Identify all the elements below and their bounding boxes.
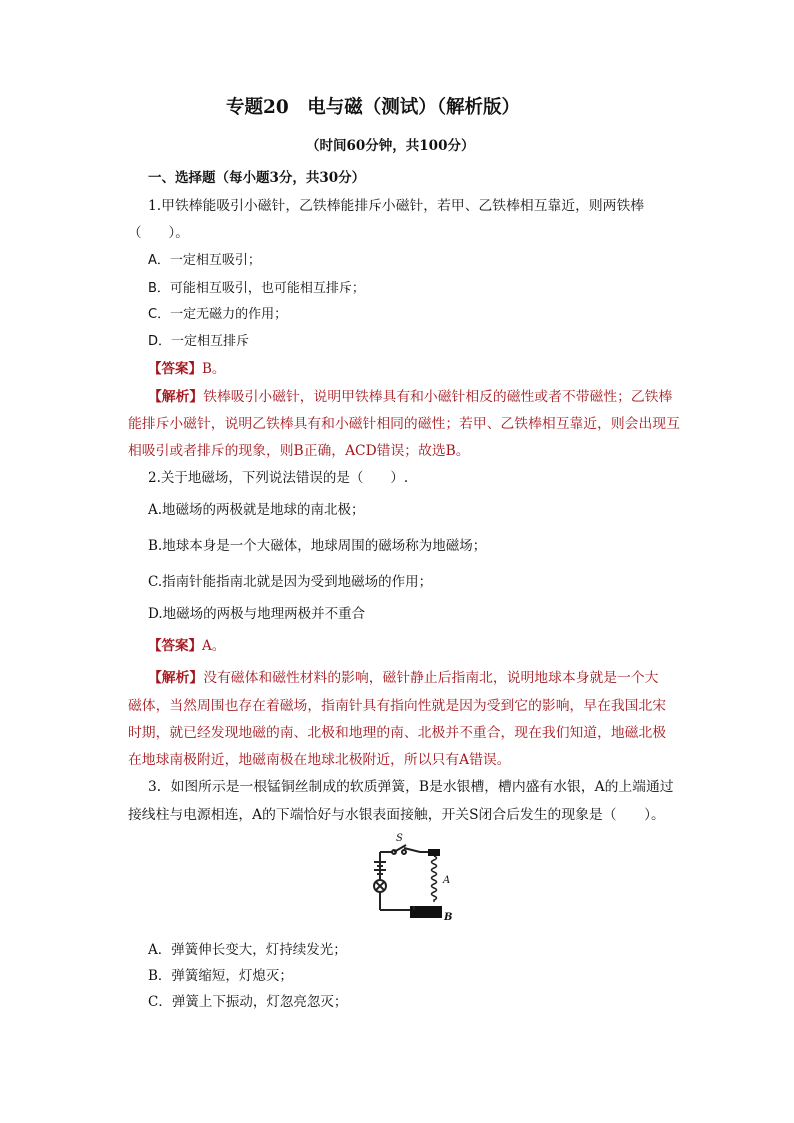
page-title: 专题20 电与磁（测试）（解析版）: [226, 97, 520, 118]
q2-option-c: C.指南针能指南北就是因为受到地磁场的作用；: [148, 574, 433, 590]
q3-option-b: B．弹簧缩短，灯熄灭；: [148, 968, 293, 984]
spring-label: A: [443, 875, 451, 886]
q1-option-d: D．一定相互排斥: [148, 334, 250, 349]
answer-value: B。: [202, 361, 226, 377]
q1-analysis-line3: 相吸引或者排斥的现象，则B正确，ACD错误；故选B。: [128, 443, 470, 459]
q3-option-a: A．弹簧伸长变大，灯持续发光；: [148, 942, 347, 958]
q2-analysis-line1: [148, 668, 658, 688]
q2-option-b: B.地球本身是一个大磁体，地球周围的磁场称为地磁场；: [148, 538, 487, 554]
analysis-text: 铁棒吸引小磁针，说明甲铁棒具有和小磁针相反的磁性或者不带磁性；乙铁棒: [203, 389, 673, 405]
q1-analysis-line2: 能排斥小磁针，说明乙铁棒具有和小磁针相同的磁性；若甲、乙铁棒相互靠近，则会出现互: [128, 416, 680, 432]
q1-option-b: B．可能相互吸引，也可能相互排斥；: [148, 281, 365, 296]
q2-answer: [148, 636, 225, 656]
analysis-tag: 【解析】: [148, 670, 204, 686]
q2-option-d: D.地磁场的两极与地理两极并不重合: [148, 606, 366, 622]
answer-value: A。: [202, 638, 226, 654]
answer-tag: 【答案】: [148, 361, 202, 377]
circuit-diagram: [370, 830, 460, 930]
q1-option-a: A．一定相互吸引；: [148, 253, 261, 268]
q1-analysis-line1: [148, 387, 672, 407]
q2-analysis-line4: 在地球南极附近，地磁南极在地球北极附近，所以只有A错误。: [128, 752, 511, 768]
q1-answer: [148, 359, 225, 379]
answer-tag: 【答案】: [148, 638, 202, 654]
q3-stem-line1: 3．如图所示是一根锰铜丝制成的软质弹簧，B是水银槽，槽内盛有水银，A的上端通过: [148, 779, 674, 795]
q1-stem-line1: 1.甲铁棒能吸引小磁针，乙铁棒能排斥小磁针，若甲、乙铁棒相互靠近，则两铁棒: [148, 198, 645, 214]
q2-analysis-line3: 时期，就已经发现地磁的南、北极和地理的南、北极并不重合，现在我们知道，地磁北极: [128, 725, 667, 741]
q2-stem: 2.关于地磁场，下列说法错误的是（ ）.: [148, 470, 409, 486]
section-heading: 一、选择题（每小题3分，共30分）: [148, 170, 366, 186]
analysis-tag: 【解析】: [148, 389, 204, 405]
analysis-text: 没有磁体和磁性材料的影响，磁针静止后指南北，说明地球本身就是一个大: [203, 670, 659, 686]
q3-stem-line2: 接线柱与电源相连，A的下端恰好与水银表面接触，开关S闭合后发生的现象是（ ）。: [128, 807, 665, 823]
q2-option-a: A.地磁场的两极就是地球的南北极；: [148, 502, 365, 518]
q1-option-c: C．一定无磁力的作用；: [148, 307, 288, 322]
trough-label: B: [444, 912, 453, 923]
q3-option-c: C．弹簧上下振动，灯忽亮忽灭；: [148, 994, 348, 1010]
q1-stem-line2: （ ）。: [128, 225, 189, 241]
page-subtitle: （时间60分钟，共100分）: [306, 138, 475, 154]
q2-analysis-line2: 磁体，当然周围也存在着磁场，指南针具有指向性就是因为受到它的影响，早在我国北宋: [128, 698, 667, 714]
switch-label: S: [396, 833, 403, 844]
